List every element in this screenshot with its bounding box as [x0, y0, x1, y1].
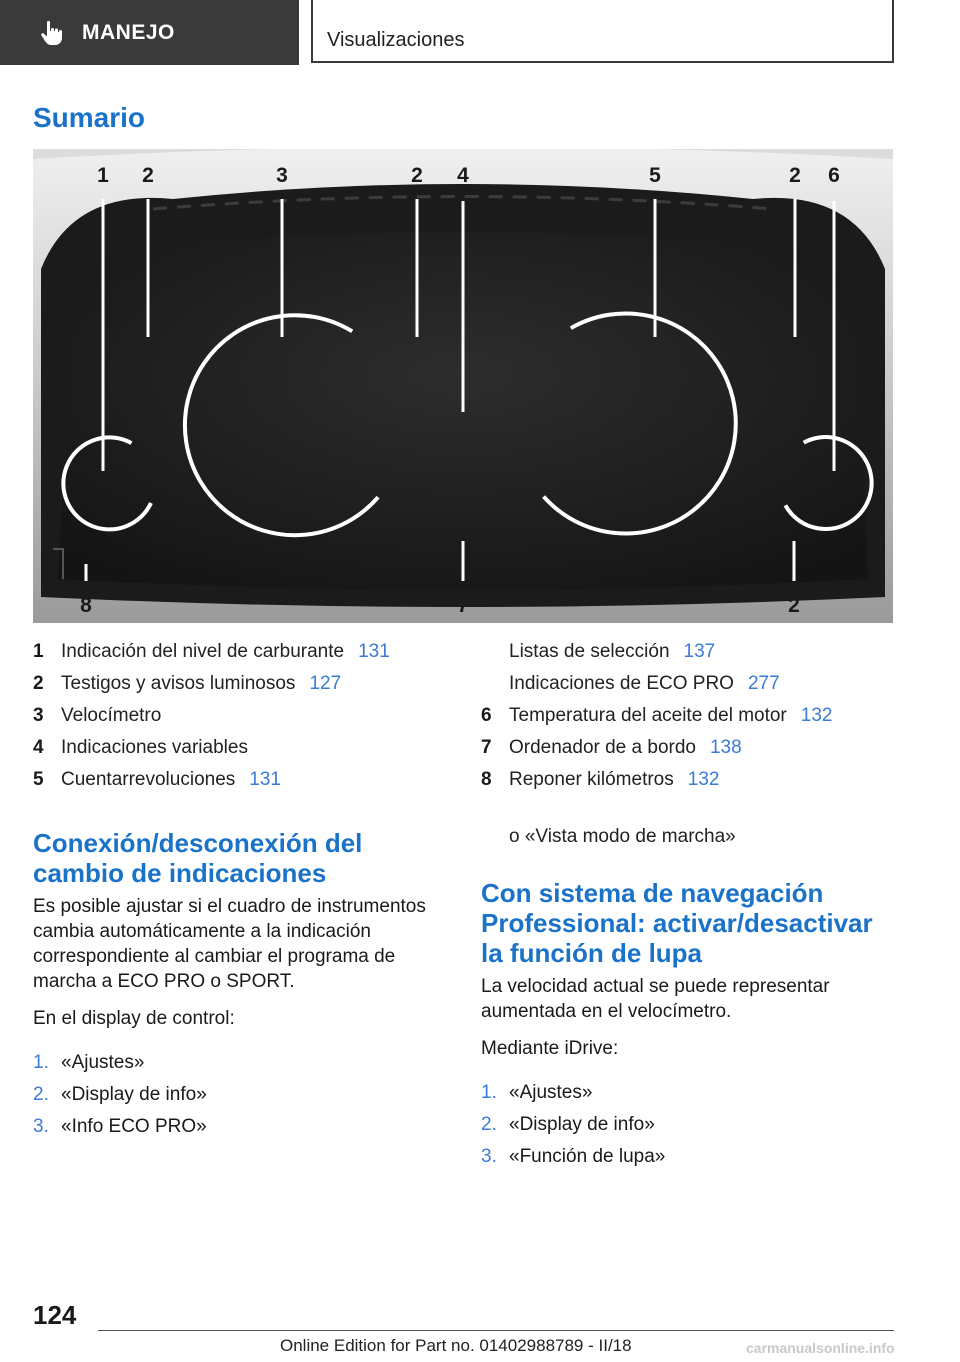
legend-item [481, 700, 901, 732]
magnifier-title-line-1: Con sistema de navegación [481, 878, 824, 908]
step-text: «Función de lupa» [509, 1146, 666, 1167]
switch-section [33, 828, 443, 1143]
callout-8: 8 [80, 594, 92, 617]
step-number: 3. [481, 1146, 497, 1167]
legend-text: Reponer kilómetros [509, 769, 674, 790]
callout-2-b: 2 [411, 164, 423, 187]
legend-text: Temperatura del aceite del motor [509, 705, 787, 726]
instrument-cluster-figure [33, 149, 893, 623]
legend-page-link[interactable]: 132 [800, 705, 833, 726]
legend-item [481, 732, 901, 764]
pointing-hand-icon [38, 19, 66, 47]
step-text: «Display de info» [61, 1084, 207, 1105]
legend-text: Indicaciones de ECO PRO [509, 673, 734, 694]
legend-number: 5 [33, 769, 44, 790]
step-number: 1. [481, 1082, 497, 1103]
legend-number: 7 [481, 737, 492, 758]
watermark: carmanualsonline.info [746, 1340, 895, 1356]
list-item [481, 1141, 901, 1173]
legend-text: Indicación del nivel de carburante [61, 641, 345, 662]
continued-step-option: o «Vista modo de marcha» [509, 826, 736, 847]
footer-divider [98, 1330, 894, 1331]
legend-number: 8 [481, 769, 492, 790]
section-label: MANEJO [82, 20, 175, 44]
legend-item [33, 732, 453, 764]
legend-text: Cuentarrevoluciones [61, 769, 236, 790]
legend-number: 3 [33, 705, 44, 726]
legend-page-link[interactable]: 137 [683, 641, 716, 662]
callout-1: 1 [97, 164, 109, 187]
legend-page-link[interactable]: 131 [358, 641, 390, 662]
list-item [33, 1111, 443, 1143]
legend-page-link[interactable]: 277 [747, 673, 780, 694]
legend-item [481, 668, 901, 700]
step-number: 2. [481, 1114, 497, 1135]
legend-item [481, 636, 901, 668]
switch-steps-list [33, 1047, 443, 1143]
legend-item [33, 764, 453, 796]
section-tab [0, 0, 299, 65]
callout-4: 4 [457, 164, 469, 187]
magnifier-section [481, 826, 901, 1173]
list-item [481, 1109, 901, 1141]
figure-legend-left [33, 636, 453, 796]
step-text: «Display de info» [509, 1114, 655, 1135]
step-text: «Info ECO PRO» [61, 1116, 207, 1137]
legend-number: 6 [481, 705, 492, 726]
callout-2-c: 2 [789, 164, 801, 187]
chapter-label: Visualizaciones [327, 29, 465, 51]
magnifier-section-intro: Mediante iDrive: [481, 1038, 619, 1059]
switch-section-title [33, 828, 443, 888]
legend-item [481, 764, 901, 796]
callout-5: 5 [649, 164, 661, 187]
step-number: 3. [33, 1116, 49, 1137]
step-number: 2. [33, 1084, 49, 1105]
chapter-tab [311, 0, 894, 63]
legend-page-link[interactable]: 131 [249, 769, 281, 790]
step-text: «Ajustes» [61, 1052, 145, 1073]
legend-text: Listas de selección [509, 641, 670, 662]
overview-title: Sumario [33, 102, 146, 133]
figure-legend-right [481, 636, 901, 796]
legend-text: Indicaciones variables [61, 737, 248, 758]
list-item [481, 1077, 901, 1109]
callout-2-d: 2 [788, 594, 800, 617]
legend-page-link[interactable]: 138 [709, 737, 742, 758]
magnifier-title-line-3: la función de lupa [481, 938, 703, 968]
magnifier-steps-list [481, 1077, 901, 1173]
edition-note: Online Edition for Part no. 01402988789 - II/18 [280, 1336, 632, 1355]
legend-page-link[interactable]: 132 [687, 769, 720, 790]
callout-3: 3 [276, 164, 288, 187]
callout-6: 6 [828, 164, 840, 187]
switch-title-line-1: Conexión/desconexión del [33, 828, 363, 858]
legend-number: 2 [33, 673, 44, 694]
legend-text: Velocímetro [61, 705, 162, 726]
legend-text: Testigos y avisos luminosos [61, 673, 296, 694]
switch-section-intro: En el display de control: [33, 1008, 235, 1029]
legend-item [33, 668, 453, 700]
legend-text: Ordenador de a bordo [509, 737, 696, 758]
switch-section-body: Es posible ajustar si el cuadro de instrumentos cambia automáticamente a la indicación correspondiente al cambiar el programa de marcha a ECO PRO o SPORT. [33, 896, 426, 992]
callout-2-a: 2 [142, 164, 154, 187]
step-text: «Ajustes» [509, 1082, 593, 1103]
list-item [33, 1047, 443, 1079]
magnifier-section-body: La velocidad actual se puede representar aumentada en el velocímetro. [481, 976, 830, 1022]
legend-page-link[interactable]: 127 [309, 673, 342, 694]
list-item [33, 1079, 443, 1111]
callout-7: 7 [457, 594, 469, 617]
magnifier-title-line-2: Professional: activar/desactivar [481, 908, 873, 938]
switch-title-line-2: cambio de indicaciones [33, 858, 327, 888]
magnifier-section-title [481, 878, 901, 968]
legend-number: 4 [33, 737, 44, 758]
page-number: 124 [33, 1300, 77, 1330]
step-number: 1. [33, 1052, 49, 1073]
legend-number: 1 [33, 641, 44, 662]
legend-item [33, 636, 453, 668]
legend-item [33, 700, 453, 732]
page-header [0, 0, 960, 66]
